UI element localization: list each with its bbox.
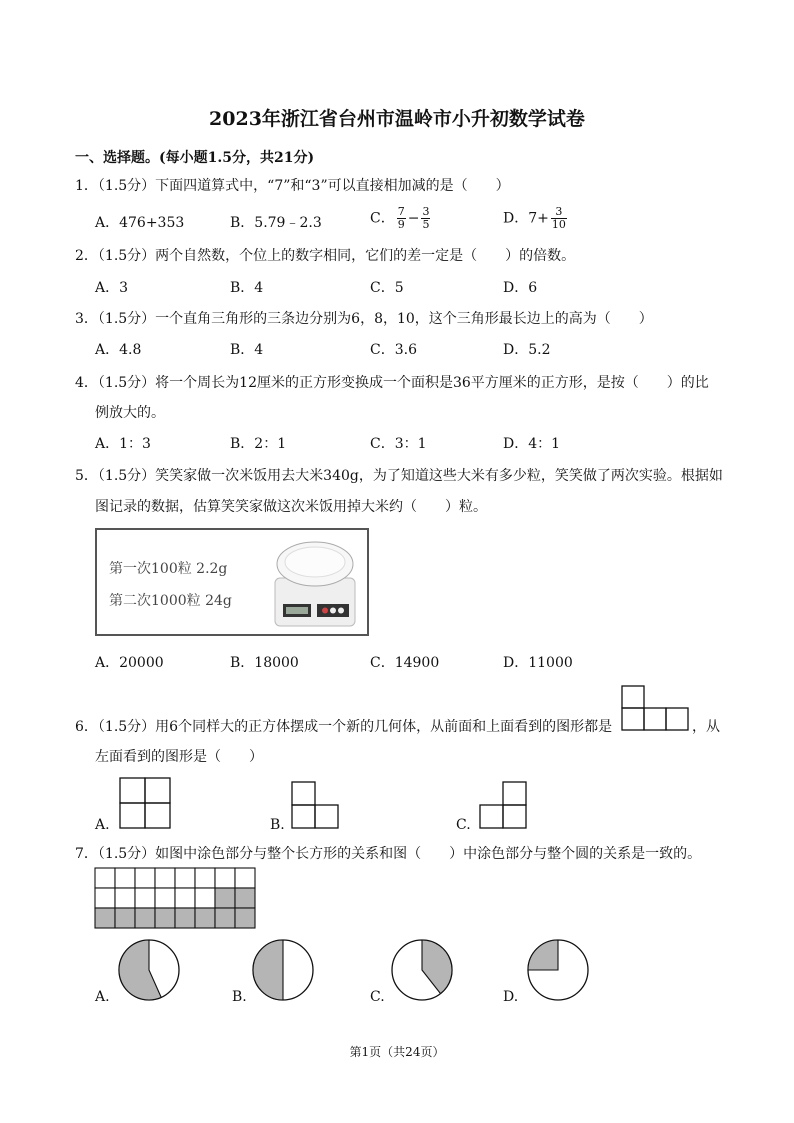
question-5-option-a[interactable]: A．20000 [95,655,164,671]
question-2-option-b[interactable]: B．4 [230,280,264,296]
question-6-option-a[interactable]: A. [95,817,110,833]
question-6-stem-part2: ，从 [692,719,720,735]
question-4-stem-line1: 4．（1.5分）将一个周长为12厘米的正方形变换成一个面积是36平方厘米的正方形，是按（ ）的比 [75,375,709,391]
grid-cell [135,868,155,888]
question-3-option-b[interactable]: B．4 [230,342,264,358]
grid-cell [215,868,235,888]
question-4-option-c[interactable]: C．3：1 [370,436,427,452]
question-3-option-a[interactable]: A．4.8 [95,342,142,358]
question-6-stem-line2: 左面看到的图形是（ ） [95,749,263,765]
grid-cell [175,868,195,888]
question-5-option-b[interactable]: B．18000 [230,655,299,671]
question-7-option-a[interactable]: A. [95,989,110,1005]
grid-cell [95,888,115,908]
minus-sign: − [407,210,420,227]
grid-cell-shaded [215,908,235,928]
grid-cell-shaded [215,888,235,908]
fraction-3-10: $\frac{3}{10}$ [551,205,566,231]
grid-cell-shaded [135,908,155,928]
question-4-option-d[interactable]: D．4：1 [503,436,561,452]
question-5-option-d[interactable]: D．11000 [503,655,573,671]
grid-cell-shaded [235,888,255,908]
question-3-option-d[interactable]: D．5.2 [503,342,551,358]
question-3-stem: 3．（1.5分）一个直角三角形的三条边分别为6，8，10，这个三角形最长边上的高为（ ） [75,311,653,327]
question-3-option-c[interactable]: C．3.6 [370,342,417,358]
experiment-figure [95,528,369,636]
question-2-option-a[interactable]: A．3 [95,280,129,296]
option-c-pie[interactable] [390,938,454,1002]
grid-cell [235,868,255,888]
fraction-7-9: $\frac{7}{9}$ [397,205,405,231]
question-7-option-d[interactable]: D. [503,989,519,1005]
experiment-record-2: 第二次1000粒 24g [109,593,232,609]
page-footer: 第1页（共24页） [349,1045,445,1059]
option-c-figure[interactable] [478,780,534,832]
question-4-stem-line2: 例放大的。 [95,405,165,421]
question-5-stem-line2: 图记录的数据，估算笑笑家做这次米饭用掉大米约（ ）粒。 [95,499,487,515]
question-6-option-c[interactable]: C. [456,817,471,833]
grid-cell [115,888,135,908]
question-7-option-b[interactable]: B. [232,989,247,1005]
experiment-record-1: 第一次100粒 2.2g [109,561,228,577]
option-d-pie[interactable] [526,938,590,1002]
option-a-figure[interactable] [118,776,174,832]
question-2-option-d[interactable]: D．6 [503,280,538,296]
grid-cell [95,868,115,888]
kitchen-scale-icon [269,536,361,630]
question-6-option-b[interactable]: B. [270,817,285,833]
question-4-option-b[interactable]: B．2：1 [230,436,287,452]
question-1-option-d[interactable] [503,206,569,231]
question-4-option-a[interactable]: A．1：3 [95,436,151,452]
grid-cell [155,888,175,908]
option-b-figure[interactable] [290,780,346,832]
page-title: 2023年浙江省台州市温岭市小升初数学试卷 [209,108,585,130]
question-7-stem: 7．（1.5分）如图中涂色部分与整个长方形的关系和图（ ）中涂色部分与整个圆的关系是一致的。 [75,846,702,862]
grid-cell [115,868,135,888]
grid-cell [195,868,215,888]
question-1-option-b[interactable]: B．5.79﹣2.3 [230,215,322,231]
grid-cell-shaded [195,908,215,928]
option-c-label: C． [370,210,395,227]
question-1-option-c[interactable] [370,206,432,231]
shaded-rectangle-figure [93,866,259,930]
question-5-option-c[interactable]: C．14900 [370,655,440,671]
option-a-pie[interactable] [117,938,181,1002]
front-top-view-figure [620,684,692,734]
fraction-3-5: $\frac{3}{5}$ [422,205,430,231]
option-d-label: D．7+ [503,210,549,227]
option-b-pie[interactable] [251,938,315,1002]
question-1-stem: 1．（1.5分）下面四道算式中，“7”和“3”可以直接相加减的是（ ） [75,178,510,194]
grid-cell [155,868,175,888]
grid-cell-shaded [155,908,175,928]
grid-cell-shaded [175,908,195,928]
section-heading: 一、选择题。(每小题1.5分，共21分) [75,150,315,166]
question-2-stem: 2．（1.5分）两个自然数，个位上的数字相同，它们的差一定是（ ）的倍数。 [75,248,576,264]
question-5-stem-line1: 5．（1.5分）笑笑家做一次米饭用去大米340g，为了知道这些大米有多少粒，笑笑做了两次实验。根据如 [75,468,723,484]
grid-cell [195,888,215,908]
question-2-option-c[interactable]: C．5 [370,280,404,296]
grid-cell [135,888,155,908]
grid-cell-shaded [115,908,135,928]
grid-cell-shaded [235,908,255,928]
grid-cell [175,888,195,908]
question-7-option-c[interactable]: C. [370,989,385,1005]
question-6-stem-part1: 6．（1.5分）用6个同样大的正方体摆成一个新的几何体，从前面和上面看到的图形都是 [75,719,613,735]
question-1-option-a[interactable]: A．476+353 [95,215,185,231]
grid-cell-shaded [95,908,115,928]
